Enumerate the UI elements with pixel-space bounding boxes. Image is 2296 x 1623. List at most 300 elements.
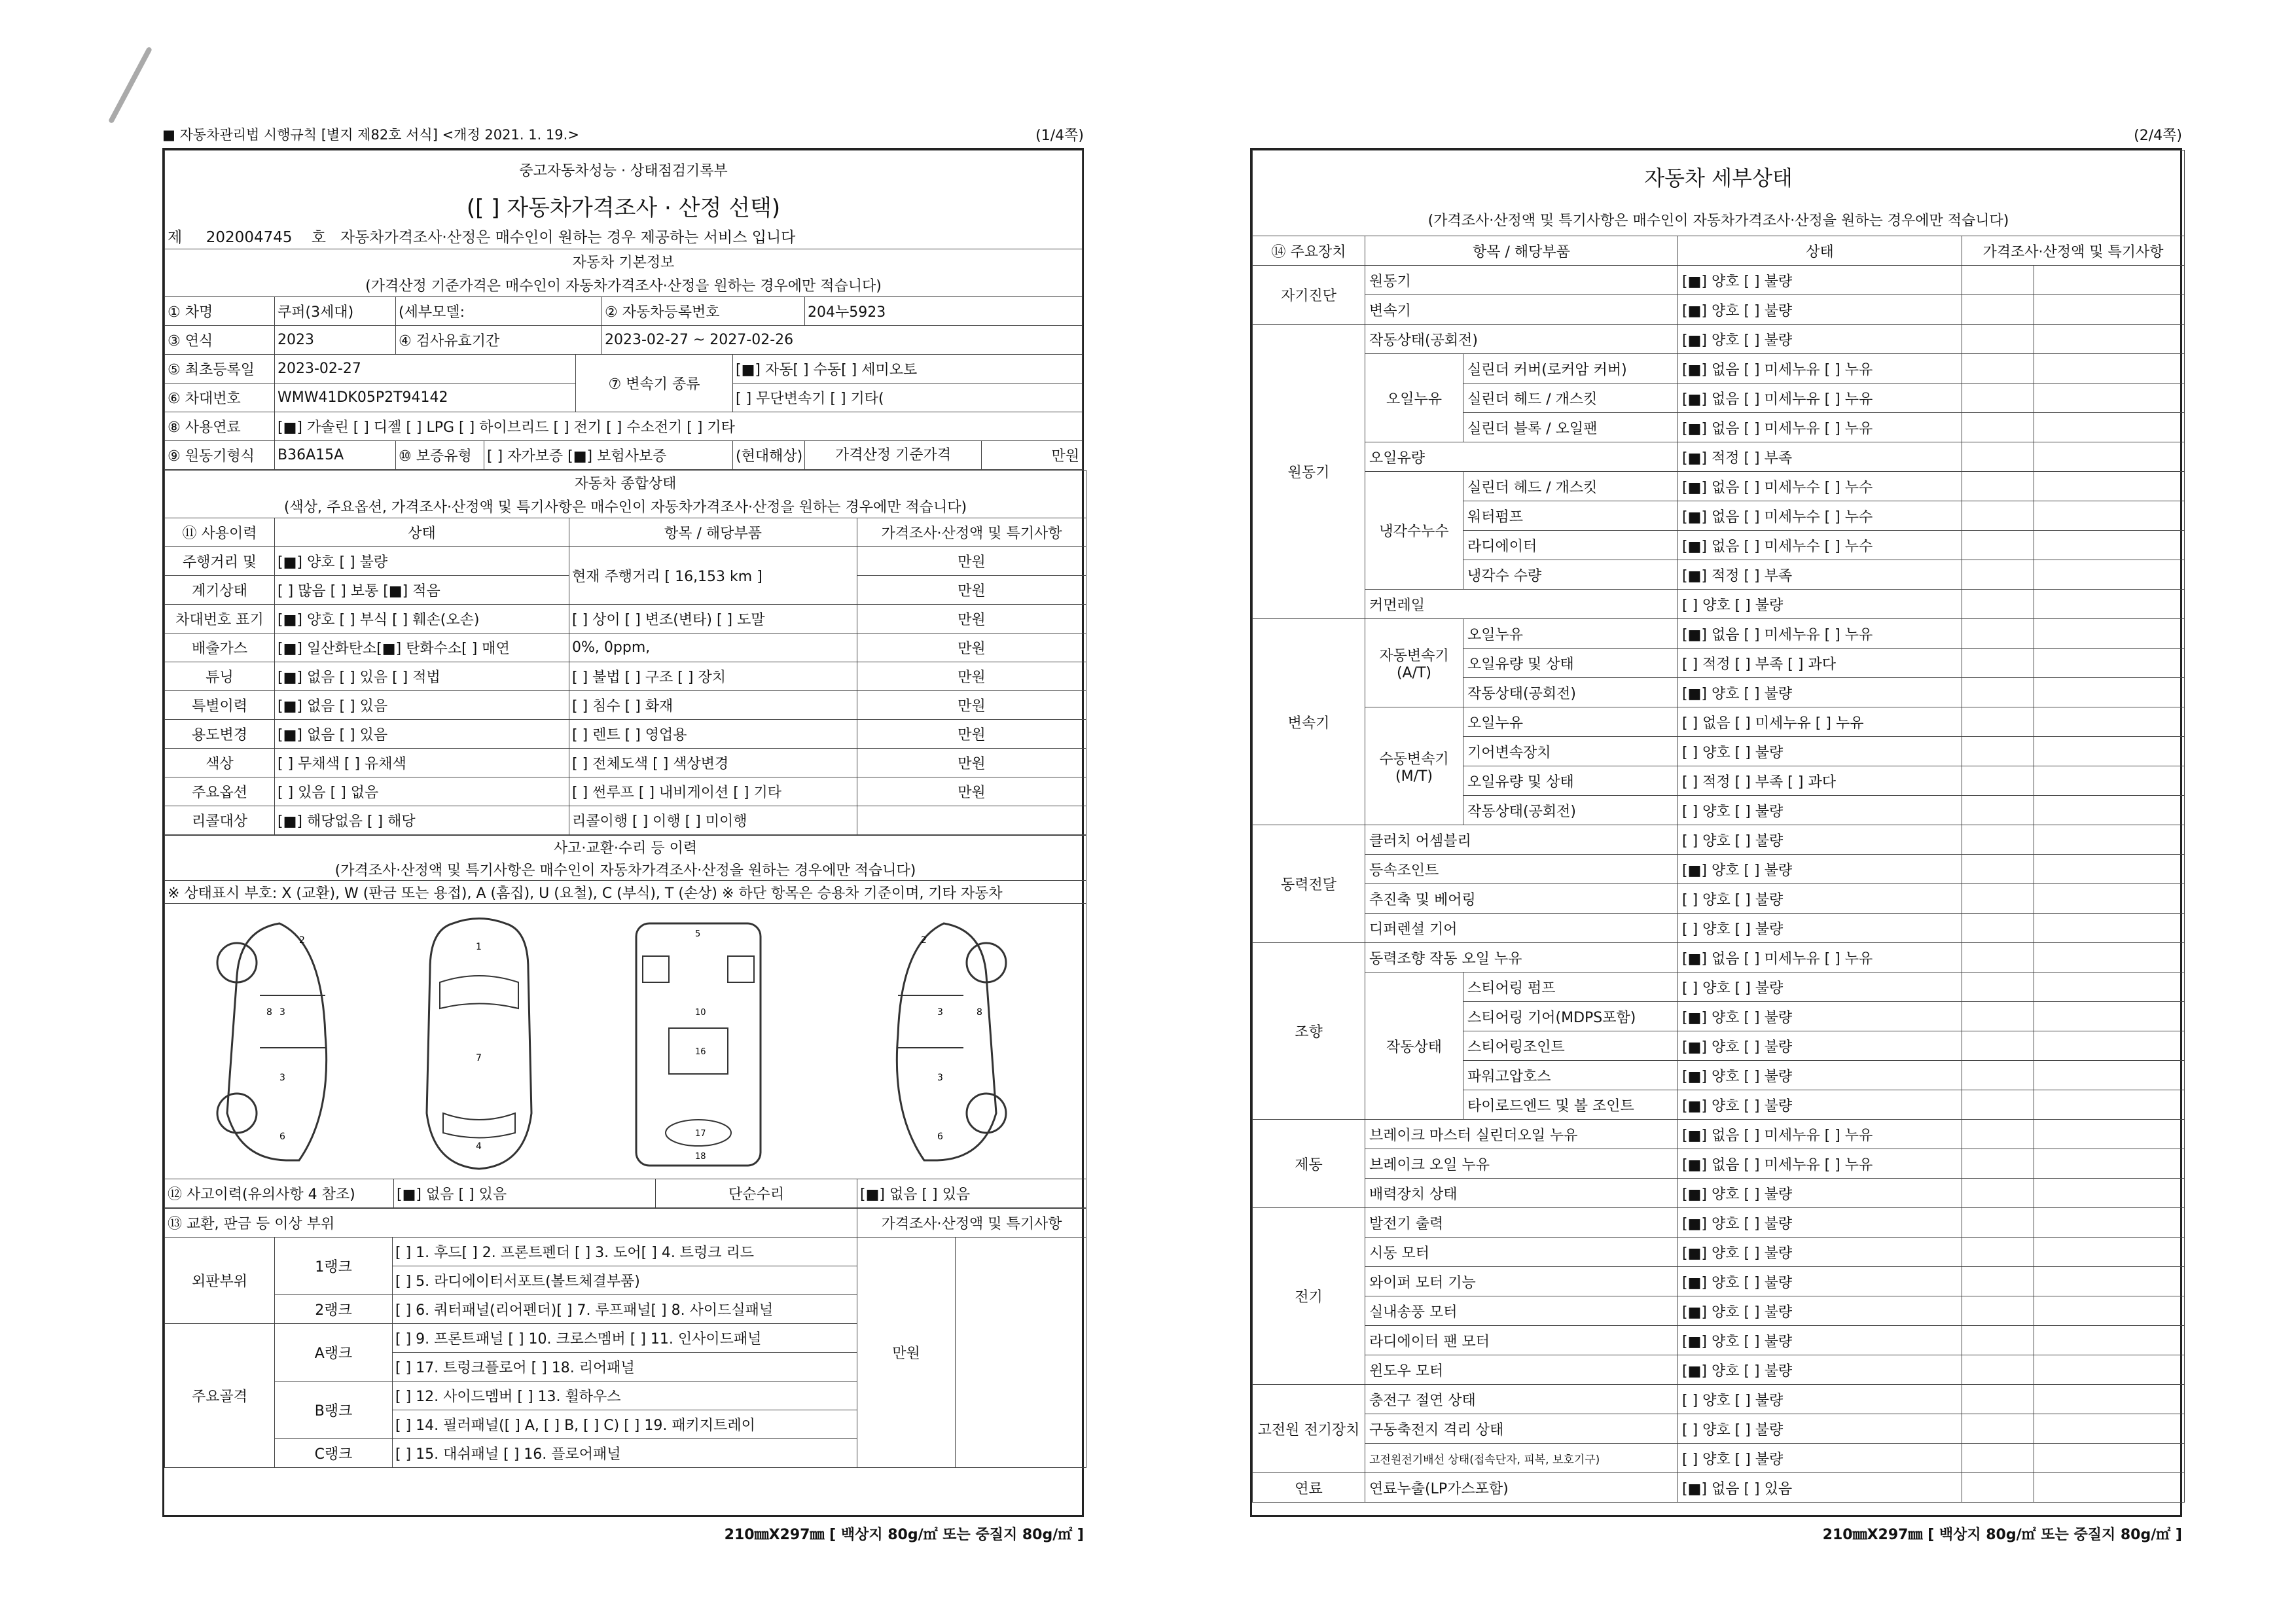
- detail-item: 라디에이터 팬 모터: [1365, 1326, 1678, 1355]
- detail-state: [ ] 양호 [ ] 불량: [1678, 972, 1962, 1002]
- detail-item: 브레이크 오일 누유: [1365, 1149, 1678, 1179]
- detail-item: 발전기 출력: [1365, 1208, 1678, 1238]
- detail-item: 기어변속장치: [1463, 737, 1678, 766]
- detail-item: 실린더 커버(로커암 커버): [1463, 354, 1678, 383]
- detail-row: [1253, 1120, 2185, 1149]
- detail-state: [■] 양호 [ ] 불량: [1678, 855, 1962, 884]
- detail-note-cell: [2034, 295, 2185, 325]
- vin-label: ⑥ 차대번호: [165, 383, 275, 412]
- overall-cell-b: [ ] 있음 [ ] 없음: [275, 777, 569, 806]
- detail-row: [1253, 266, 2185, 295]
- detail-note-cell: [2034, 1090, 2185, 1120]
- overall-cell-c: [ ] 상이 [ ] 변조(변타) [ ] 도말: [569, 605, 857, 633]
- exchange-price-unit: 만원: [857, 1238, 956, 1468]
- detail-item: 실린더 헤드 / 개스킷: [1463, 383, 1678, 413]
- detail-price-cell: [1962, 1414, 2034, 1444]
- detail-price-cell: [1962, 766, 2034, 796]
- detail-row: [1253, 707, 2185, 737]
- detail-price-cell: [1962, 619, 2034, 649]
- detail-item: 실내송풍 모터: [1365, 1296, 1678, 1326]
- basic-info-note: (가격산정 기준가격은 매수인이 자동차가격조사·산정을 원하는 경우에만 적습니다): [165, 273, 1083, 297]
- overall-title: 자동차 종합상태: [165, 471, 1086, 495]
- form-header: ■ 자동차관리법 시행규칙 [별지 제82호 서식] <개정 2021. 1. 19.>: [162, 127, 579, 143]
- car-frame-diagram: [630, 917, 767, 1172]
- detail-state: [■] 양호 [ ] 불량: [1678, 1179, 1962, 1208]
- first-reg-label: ⑤ 최초등록일: [165, 355, 275, 383]
- detail-note-cell: [2034, 707, 2185, 737]
- detail-state: [■] 없음 [ ] 미세누유 [ ] 누유: [1678, 413, 1962, 442]
- detail-row: [1253, 1179, 2185, 1208]
- detail-state: [■] 없음 [ ] 미세누유 [ ] 누유: [1678, 1120, 1962, 1149]
- rank-1-line-a: [ ] 1. 후드[ ] 2. 프론트펜더 [ ] 3. 도어[ ] 4. 트렁크 리드: [393, 1238, 857, 1266]
- device-subgroup-label: 수동변속기 (M/T): [1365, 707, 1463, 825]
- exchange-label: ⑬ 교환, 판금 등 이상 부위: [165, 1209, 857, 1238]
- detail-note-cell: [2034, 1238, 2185, 1267]
- detail-row: [1253, 972, 2185, 1002]
- detail-item: 스티어링 펌프: [1463, 972, 1678, 1002]
- detail-row: [1253, 442, 2185, 472]
- svg-text:1: 1: [476, 942, 482, 952]
- detail-note-cell: [2034, 1061, 2185, 1090]
- engine-value: B36A15A: [275, 441, 396, 470]
- detail-state: [ ] 적정 [ ] 부족 [ ] 과다: [1678, 766, 1962, 796]
- accident-history-label: ⑫ 사고이력(유의사항 4 참조): [165, 1179, 394, 1208]
- detail-item: 냉각수 수량: [1463, 560, 1678, 590]
- detail-item: 변속기: [1365, 295, 1678, 325]
- detail-row: [1253, 1385, 2185, 1414]
- page-1-footer: 210㎜X297㎜ [ 백상지 80g/㎡ 또는 중질지 80g/㎡ ]: [724, 1527, 1084, 1543]
- overall-cell-b: [■] 없음 [ ] 있음 [ ] 적법: [275, 662, 569, 691]
- detail-price-cell: [1962, 796, 2034, 825]
- detail-note-cell: [2034, 442, 2185, 472]
- detail-state: [■] 양호 [ ] 불량: [1678, 325, 1962, 354]
- overall-cell-a: 용도변경: [165, 720, 275, 749]
- detail-item: 추진축 및 베어링: [1365, 884, 1678, 914]
- rank-c-line: [ ] 15. 대쉬패널 [ ] 16. 플로어패널: [393, 1439, 857, 1468]
- overall-cell-a: 특별이력: [165, 691, 275, 720]
- rank-c-label: C랭크: [275, 1439, 393, 1468]
- device-subgroup-label: 냉각수누수: [1365, 472, 1463, 590]
- detail-state: [■] 없음 [ ] 미세누유 [ ] 누유: [1678, 354, 1962, 383]
- detail-note-cell: [2034, 619, 2185, 649]
- first-reg-value: 2023-02-27: [275, 355, 576, 383]
- overall-cell-c: [ ] 불법 [ ] 구조 [ ] 장치: [569, 662, 857, 691]
- overall-cell-d: 만원: [857, 547, 1086, 576]
- detail-state: [ ] 양호 [ ] 불량: [1678, 825, 1962, 855]
- overall-cell-a: 계기상태: [165, 576, 275, 605]
- detail-note-cell: [2034, 1179, 2185, 1208]
- detail-state: [■] 없음 [ ] 미세누수 [ ] 누수: [1678, 472, 1962, 501]
- svg-text:8: 8: [977, 1007, 982, 1018]
- detail-item: 작동상태(공회전): [1365, 325, 1678, 354]
- detail-price-cell: [1962, 972, 2034, 1002]
- exchange-table: [164, 1208, 1086, 1468]
- svg-text:17: 17: [695, 1129, 706, 1139]
- detail-price-cell: [1962, 1061, 2034, 1090]
- accident-table: [164, 835, 1086, 1208]
- overall-head-item: 항목 / 해당부품: [569, 518, 857, 547]
- device-group-label: 원동기: [1253, 325, 1365, 619]
- overall-cell-a: 튜닝: [165, 662, 275, 691]
- detail-row: [1253, 1444, 2185, 1473]
- detail-state: [■] 없음 [ ] 미세누유 [ ] 누유: [1678, 383, 1962, 413]
- detail-note-cell: [2034, 531, 2185, 560]
- detail-item: 원동기: [1365, 266, 1678, 295]
- detail-state: [■] 양호 [ ] 불량: [1678, 1031, 1962, 1061]
- overall-cell-c: [ ] 침수 [ ] 화재: [569, 691, 857, 720]
- detail-note-cell: [2034, 413, 2185, 442]
- warranty-label: ⑩ 보증유형: [396, 441, 484, 470]
- detail-state: [ ] 양호 [ ] 불량: [1678, 884, 1962, 914]
- detail-form-box: [1250, 148, 2182, 1517]
- price-basis-unit: 만원: [982, 441, 1083, 470]
- outer-parts-label: 외판부위: [165, 1238, 275, 1324]
- detail-item: 배력장치 상태: [1365, 1179, 1678, 1208]
- basic-info-title: 자동차 기본정보: [165, 249, 1083, 274]
- year-label: ③ 연식: [165, 326, 275, 355]
- detail-price-cell: [1962, 1444, 2034, 1473]
- svg-text:18: 18: [695, 1152, 706, 1162]
- detail-row: [1253, 325, 2185, 354]
- detail-state: [■] 양호 [ ] 불량: [1678, 1090, 1962, 1120]
- record-no-suffix: 호: [311, 228, 326, 246]
- detail-item: 오일유량 및 상태: [1463, 766, 1678, 796]
- detail-row: [1253, 1326, 2185, 1355]
- device-group-label: 변속기: [1253, 619, 1365, 825]
- form-subtitle: ([ ] 자동차가격조사 · 산정 선택): [165, 188, 1083, 223]
- rank-1-line-b: [ ] 5. 라디에이터서포트(볼트체결부품): [393, 1266, 857, 1295]
- car-right-side-diagram: [872, 917, 1022, 1166]
- detail-note-cell: [2034, 1355, 2185, 1385]
- detail-note-cell: [2034, 1120, 2185, 1149]
- page-number-2: (2/4쪽): [2134, 128, 2182, 144]
- detail-item: 실린더 헤드 / 개스킷: [1463, 472, 1678, 501]
- detail-row: [1253, 590, 2185, 619]
- svg-text:3: 3: [279, 1007, 285, 1018]
- detail-state: [ ] 적정 [ ] 부족 [ ] 과다: [1678, 649, 1962, 678]
- detail-price-cell: [1962, 472, 2034, 501]
- detail-price-cell: [1962, 1120, 2034, 1149]
- detail-state: [■] 없음 [ ] 미세누유 [ ] 누유: [1678, 619, 1962, 649]
- detail-note-cell: [2034, 1267, 2185, 1296]
- fuel-value: [■] 가솔린 [ ] 디젤 [ ] LPG [ ] 하이브리드 [ ] 전기 [ ] 수소전기 [ ] 기타: [275, 412, 1083, 441]
- overall-cell-c: [ ] 렌트 [ ] 영업용: [569, 720, 857, 749]
- detail-state: [■] 양호 [ ] 불량: [1678, 1238, 1962, 1267]
- overall-cell-a: 색상: [165, 749, 275, 777]
- detail-price-cell: [1962, 1296, 2034, 1326]
- detail-note-cell: [2034, 383, 2185, 413]
- model-value: 쿠퍼(3세대): [275, 297, 396, 326]
- overall-row: [165, 806, 1086, 835]
- detail-item: 윈도우 모터: [1365, 1355, 1678, 1385]
- device-group-label: 연료: [1253, 1473, 1365, 1503]
- overall-cell-b: [■] 양호 [ ] 불량: [275, 547, 569, 576]
- car-left-side-diagram: [201, 917, 351, 1166]
- detail-state: [ ] 양호 [ ] 불량: [1678, 1414, 1962, 1444]
- device-subgroup-label: 오일누유: [1365, 354, 1463, 442]
- overall-cell-c: [ ] 전체도색 [ ] 색상변경: [569, 749, 857, 777]
- detail-item: 시동 모터: [1365, 1238, 1678, 1267]
- overall-row: [165, 720, 1086, 749]
- overall-cell-a: 리콜대상: [165, 806, 275, 835]
- detail-price-cell: [1962, 855, 2034, 884]
- detail-state: [■] 없음 [ ] 미세누수 [ ] 누수: [1678, 501, 1962, 531]
- detail-note-cell: [2034, 1208, 2185, 1238]
- detail-price-cell: [1962, 649, 2034, 678]
- detail-note-cell: [2034, 766, 2185, 796]
- detail-price-cell: [1962, 383, 2034, 413]
- overall-cell-d: [857, 806, 1086, 835]
- warranty-company: (현대해상): [733, 441, 805, 470]
- detail-item: 브레이크 마스터 실린더오일 누유: [1365, 1120, 1678, 1149]
- overall-row: [165, 777, 1086, 806]
- device-group-label: 동력전달: [1253, 825, 1365, 943]
- overall-row: [165, 749, 1086, 777]
- detail-row: [1253, 825, 2185, 855]
- overall-status-table: [164, 470, 1086, 835]
- detail-price-cell: [1962, 678, 2034, 707]
- detail-price-cell: [1962, 1002, 2034, 1031]
- detail-note-cell: [2034, 472, 2185, 501]
- svg-text:2: 2: [921, 935, 927, 946]
- detail-row: [1253, 1267, 2185, 1296]
- detail-price-cell: [1962, 914, 2034, 943]
- detail-price-cell: [1962, 1385, 2034, 1414]
- detail-note-cell: [2034, 649, 2185, 678]
- overall-cell-d: 만원: [857, 777, 1086, 806]
- car-top-diagram: [414, 917, 545, 1172]
- detail-note-cell: [2034, 590, 2185, 619]
- price-basis-label: 가격산정 기준가격: [805, 441, 982, 470]
- exchange-price-head: 가격조사·산정액 및 특기사항: [857, 1209, 1086, 1238]
- record-no: 202004745: [206, 228, 293, 246]
- detail-state: [■] 없음 [ ] 미세누유 [ ] 누유: [1678, 943, 1962, 972]
- device-group-label: 제동: [1253, 1120, 1365, 1208]
- record-no-label: 제: [168, 228, 183, 246]
- rank-a-line-b: [ ] 17. 트렁크플로어 [ ] 18. 리어패널: [393, 1353, 857, 1382]
- detail-row: [1253, 914, 2185, 943]
- detail-note-cell: [2034, 796, 2185, 825]
- detail-note-cell: [2034, 914, 2185, 943]
- detail-price-cell: [1962, 1031, 2034, 1061]
- detail-note-cell: [2034, 972, 2185, 1002]
- overall-head-history: ⑪ 사용이력: [165, 518, 275, 547]
- detail-note-cell: [2034, 354, 2185, 383]
- detail-price-cell: [1962, 442, 2034, 472]
- reg-value: 204누5923: [805, 297, 1083, 326]
- detail-item: 라디에이터: [1463, 531, 1678, 560]
- detail-state: [■] 양호 [ ] 불량: [1678, 1355, 1962, 1385]
- detail-state: [ ] 양호 [ ] 불량: [1678, 590, 1962, 619]
- detail-price-cell: [1962, 325, 2034, 354]
- detail-status-table: [1252, 150, 2185, 1503]
- detail-state: [■] 없음 [ ] 미세누수 [ ] 누수: [1678, 531, 1962, 560]
- detail-item: 연료누출(LP가스포함): [1365, 1473, 1678, 1503]
- detail-price-cell: [1962, 1149, 2034, 1179]
- detail-title: 자동차 세부상태: [1253, 151, 2185, 204]
- detail-item: 충전구 절연 상태: [1365, 1385, 1678, 1414]
- detail-price-cell: [1962, 1208, 2034, 1238]
- detail-price-cell: [1962, 1179, 2034, 1208]
- overall-cell-b: [ ] 많음 [ ] 보통 [■] 적음: [275, 576, 569, 605]
- detail-price-cell: [1962, 295, 2034, 325]
- overall-row: [165, 633, 1086, 662]
- device-group-label: 전기: [1253, 1208, 1365, 1385]
- detail-row: [1253, 1414, 2185, 1444]
- detail-note-cell: [2034, 884, 2185, 914]
- detail-note: (가격조사·산정액 및 특기사항은 매수인이 자동차가격조사·산정을 원하는 경우에만 적습니다): [1253, 203, 2185, 236]
- inspect-value: 2023-02-27 ~ 2027-02-26: [602, 326, 1083, 355]
- detail-price-cell: [1962, 560, 2034, 590]
- overall-cell-a: 차대번호 표기: [165, 605, 275, 633]
- overall-cell-c: 리콜이행 [ ] 이행 [ ] 미이행: [569, 806, 857, 835]
- detail-item: 작동상태(공회전): [1463, 678, 1678, 707]
- detail-row: [1253, 1208, 2185, 1238]
- svg-text:3: 3: [937, 1073, 943, 1083]
- trans-line-2: [ ] 무단변속기 [ ] 기타(: [733, 383, 1083, 412]
- detail-state: [■] 양호 [ ] 불량: [1678, 266, 1962, 295]
- detail-price-cell: [1962, 1473, 2034, 1503]
- detail-note-cell: [2034, 943, 2185, 972]
- simple-repair-label: 단순수리: [656, 1179, 857, 1208]
- overall-note: (색상, 주요옵션, 가격조사·산정액 및 특기사항은 매수인이 자동차가격조사·산정을 원하는 경우에만 적습니다): [165, 494, 1086, 518]
- detail-item: 와이퍼 모터 기능: [1365, 1267, 1678, 1296]
- detail-state: [■] 없음 [ ] 미세누유 [ ] 누유: [1678, 1149, 1962, 1179]
- overall-cell-b: [■] 해당없음 [ ] 해당: [275, 806, 569, 835]
- detail-head-price: 가격조사·산정액 및 특기사항: [1962, 236, 2185, 266]
- detail-price-cell: [1962, 354, 2034, 383]
- overall-cell-b: [■] 없음 [ ] 있음: [275, 720, 569, 749]
- detail-price-cell: [1962, 737, 2034, 766]
- detail-head-item: 항목 / 해당부품: [1365, 236, 1678, 266]
- detail-price-cell: [1962, 825, 2034, 855]
- detail-item: 클러치 어셈블리: [1365, 825, 1678, 855]
- detail-note-cell: [2034, 678, 2185, 707]
- detail-item: 구동축전지 격리 상태: [1365, 1414, 1678, 1444]
- detail-price-cell: [1962, 1238, 2034, 1267]
- overall-cell-b: [ ] 무채색 [ ] 유채색: [275, 749, 569, 777]
- overall-cell-b: [■] 없음 [ ] 있음: [275, 691, 569, 720]
- overall-cell-d: 만원: [857, 720, 1086, 749]
- form-title: 중고자동차성능 · 상태점검기록부: [165, 151, 1083, 189]
- overall-head-state: 상태: [275, 518, 569, 547]
- svg-text:8: 8: [266, 1007, 272, 1018]
- detail-note-cell: [2034, 266, 2185, 295]
- svg-text:3: 3: [279, 1073, 285, 1083]
- detail-state: [■] 양호 [ ] 불량: [1678, 295, 1962, 325]
- detail-price-cell: [1962, 413, 2034, 442]
- overall-cell-c: [ ] 썬루프 [ ] 내비게이션 [ ] 기타: [569, 777, 857, 806]
- detail-state: [■] 양호 [ ] 불량: [1678, 1326, 1962, 1355]
- detail-state: [ ] 양호 [ ] 불량: [1678, 914, 1962, 943]
- detail-model: (세부모델:: [396, 297, 602, 326]
- basic-info-table: [164, 150, 1083, 470]
- detail-note-cell: [2034, 855, 2185, 884]
- detail-price-cell: [1962, 266, 2034, 295]
- simple-repair-value: [■] 없음 [ ] 있음: [857, 1179, 1086, 1208]
- detail-row: [1253, 1238, 2185, 1267]
- svg-text:10: 10: [695, 1008, 706, 1018]
- detail-price-cell: [1962, 943, 2034, 972]
- model-label: ① 차명: [165, 297, 275, 326]
- engine-label: ⑨ 원동기형식: [165, 441, 275, 470]
- detail-state: [■] 없음 [ ] 있음: [1678, 1473, 1962, 1503]
- detail-note-cell: [2034, 825, 2185, 855]
- overall-cell-d: 만원: [857, 605, 1086, 633]
- rank-b-line-b: [ ] 14. 필러패널([ ] A, [ ] B, [ ] C) [ ] 19. 패키지트레이: [393, 1410, 857, 1439]
- detail-item: 동력조향 작동 오일 누유: [1365, 943, 1678, 972]
- detail-note-cell: [2034, 1385, 2185, 1414]
- detail-row: [1253, 1473, 2185, 1503]
- warranty-value: [ ] 자가보증 [■] 보험사보증: [484, 441, 733, 470]
- detail-state: [■] 양호 [ ] 불량: [1678, 1002, 1962, 1031]
- rank-b-label: B랭크: [275, 1382, 393, 1439]
- detail-item: 워터펌프: [1463, 501, 1678, 531]
- detail-state: [ ] 양호 [ ] 불량: [1678, 1385, 1962, 1414]
- detail-item: 오일누유: [1463, 707, 1678, 737]
- detail-price-cell: [1962, 501, 2034, 531]
- overall-cell-a: 주행거리 및: [165, 547, 275, 576]
- detail-state: [■] 양호 [ ] 불량: [1678, 678, 1962, 707]
- overall-cell-d: 만원: [857, 633, 1086, 662]
- accident-title: 사고·교환·수리 등 이력: [165, 836, 1086, 859]
- detail-note-cell: [2034, 501, 2185, 531]
- rank-b-line-a: [ ] 12. 사이드멤버 [ ] 13. 휠하우스: [393, 1382, 857, 1410]
- year-value: 2023: [275, 326, 396, 355]
- detail-row: [1253, 1296, 2185, 1326]
- device-group-label: 고전원 전기장치: [1253, 1385, 1365, 1473]
- detail-price-cell: [1962, 884, 2034, 914]
- detail-state: [■] 양호 [ ] 불량: [1678, 1208, 1962, 1238]
- detail-row: [1253, 472, 2185, 501]
- detail-item: 오일누유: [1463, 619, 1678, 649]
- detail-item: 스티어링 기어(MDPS포함): [1463, 1002, 1678, 1031]
- overall-cell-d: 만원: [857, 749, 1086, 777]
- rank-2-line: [ ] 6. 쿼터패널(리어펜더)[ ] 7. 루프패널[ ] 8. 사이드실패널: [393, 1295, 857, 1324]
- detail-item: 오일유량 및 상태: [1463, 649, 1678, 678]
- rank-2-label: 2랭크: [275, 1295, 393, 1324]
- service-note: 자동차가격조사·산정은 매수인이 원하는 경우 제공하는 서비스 입니다: [340, 228, 796, 246]
- svg-text:7: 7: [476, 1053, 482, 1063]
- page-2-footer: 210㎜X297㎜ [ 백상지 80g/㎡ 또는 중질지 80g/㎡ ]: [1822, 1527, 2182, 1543]
- device-subgroup-label: 자동변속기 (A/T): [1365, 619, 1463, 707]
- detail-row: [1253, 943, 2185, 972]
- detail-note-cell: [2034, 1444, 2185, 1473]
- detail-row: [1253, 855, 2185, 884]
- accident-history-value: [■] 없음 [ ] 있음: [394, 1179, 656, 1208]
- detail-note-cell: [2034, 1149, 2185, 1179]
- rank-a-line-a: [ ] 9. 프론트패널 [ ] 10. 크로스멤버 [ ] 11. 인사이드패널: [393, 1324, 857, 1353]
- detail-row: [1253, 884, 2185, 914]
- detail-note-cell: [2034, 1002, 2185, 1031]
- rank-1-label: 1랭크: [275, 1238, 393, 1295]
- detail-item: 스티어링조인트: [1463, 1031, 1678, 1061]
- detail-item: 실린더 블록 / 오일팬: [1463, 413, 1678, 442]
- overall-head-price: 가격조사·산정액 및 특기사항: [857, 518, 1086, 547]
- svg-text:16: 16: [695, 1047, 706, 1057]
- svg-text:6: 6: [937, 1132, 943, 1142]
- overall-row: [165, 691, 1086, 720]
- detail-price-cell: [1962, 1090, 2034, 1120]
- form-box: [162, 148, 1084, 1517]
- detail-note-cell: [2034, 560, 2185, 590]
- detail-price-cell: [1962, 590, 2034, 619]
- overall-cell-a: 배출가스: [165, 633, 275, 662]
- pen-mark: [108, 46, 152, 124]
- detail-item: 디퍼렌셜 기어: [1365, 914, 1678, 943]
- overall-cell-a: 주요옵션: [165, 777, 275, 806]
- detail-item: 작동상태(공회전): [1463, 796, 1678, 825]
